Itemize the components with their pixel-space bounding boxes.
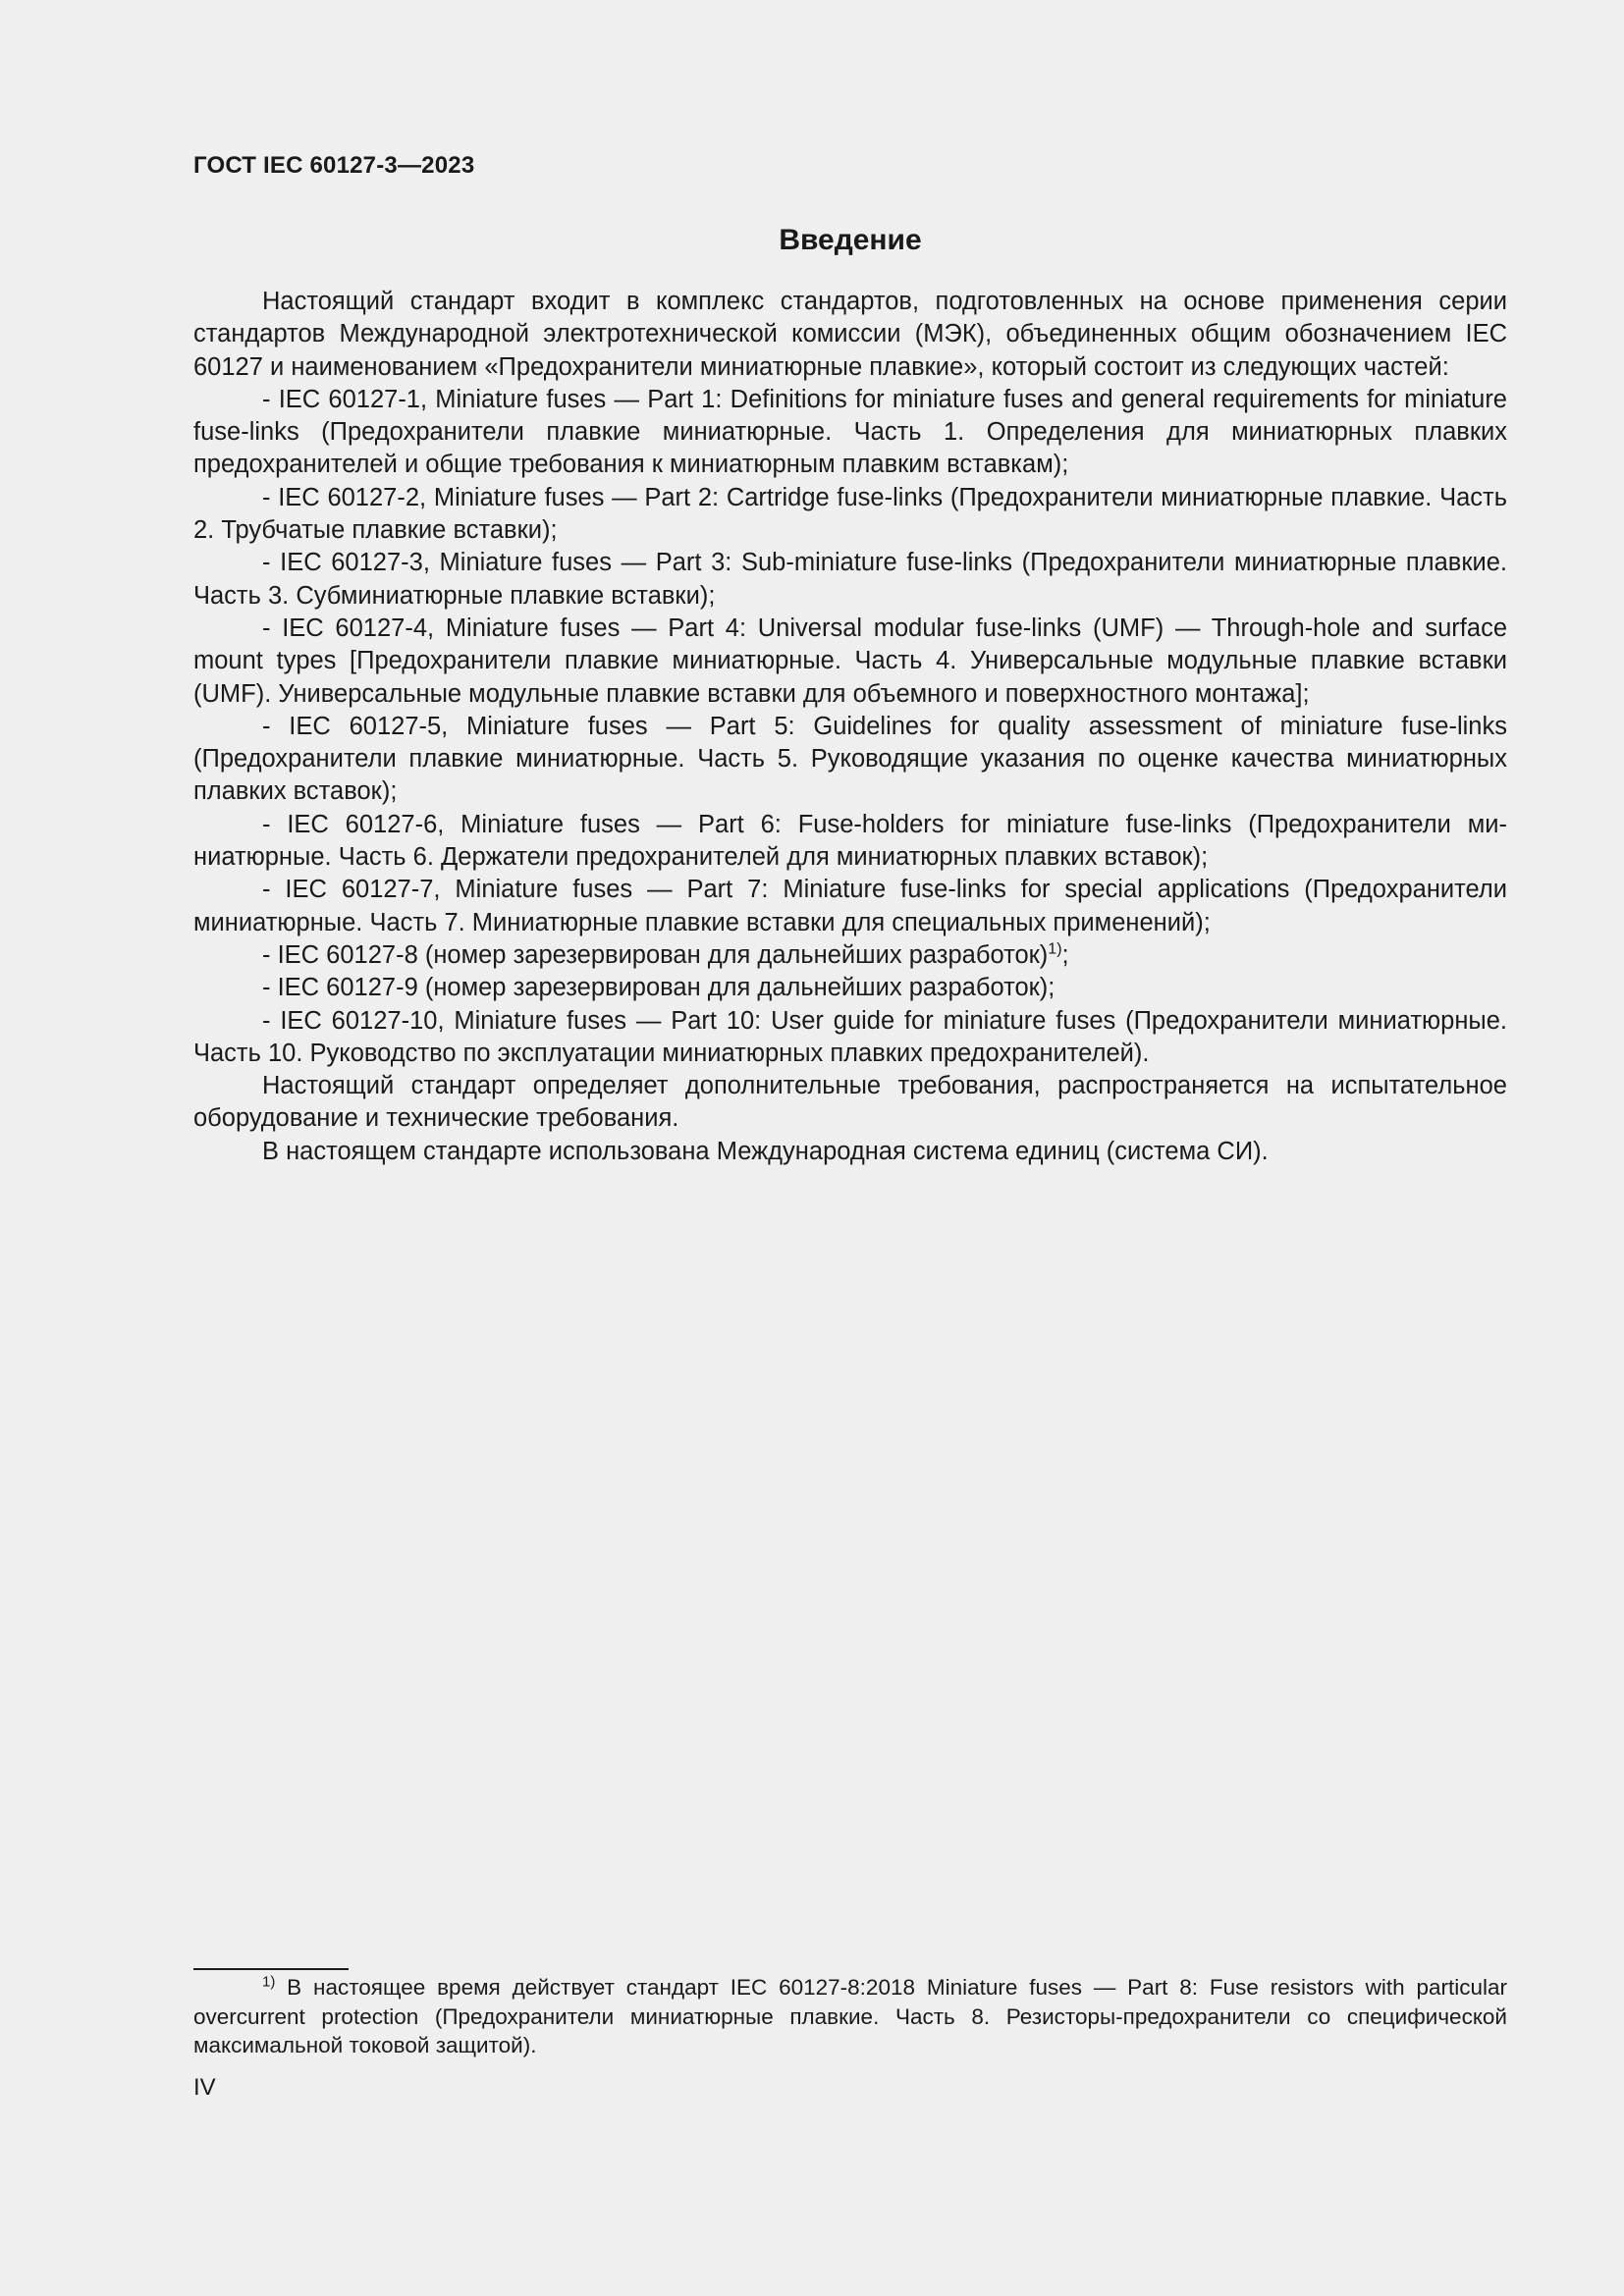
footnote-text: В настоящее время действует стандарт IEC 60127-8:2018 Miniature fuses — Part 8: Fuse resistors with particular overcurrent protection (Предохранители миниатюрные плавкие. Часть 8. Резисторы-предохранители со специфической максимальной токовой защитой). bbox=[193, 1975, 1507, 2057]
introduction-body bbox=[193, 286, 1507, 1168]
footnote-reference: 1) bbox=[1048, 940, 1062, 958]
list-item-part-8 bbox=[193, 939, 1507, 972]
list-item-part-6: - IEC 60127-6, Miniature fuses — Part 6: Fuse-holders for miniature fuse-links (Предохранители миниатюрные. Часть 6. Держатели предохранителей для миниатюрных плавких вставок); bbox=[193, 810, 1507, 872]
footnote-divider bbox=[193, 1968, 349, 1970]
list-item-part-1: - IEC 60127-1, Miniature fuses — Part 1: Definitions for miniature fuses and general requirements for miniature fuse-links (Предохранители плавкие миниатюрные. Часть 1. Определения для миниатюрных плавких предохранителей и общие требования к миниатюрным плавким вставкам); bbox=[193, 385, 1507, 479]
scope-paragraph: Настоящий стандарт определяет дополнительные требования, распространяется на испытательное оборудование и технические требования. bbox=[193, 1072, 1507, 1133]
footnote-marker: 1) bbox=[262, 1973, 276, 1991]
list-item-part-8-tail: ; bbox=[1061, 940, 1069, 969]
list-item-part-3: - IEC 60127-3, Miniature fuses — Part 3: Sub-miniature fuse-links (Предохранители миниатюрные плавкие. Часть 3. Субминиатюрные плавкие вставки); bbox=[193, 549, 1507, 610]
list-item-part-10: - IEC 60127-10, Miniature fuses — Part 10: User guide for miniature fuses (Предохранители миниатюрные. Часть 10. Руководство по эксплуатации миниатюрных плавких предохранителей). bbox=[193, 1006, 1507, 1067]
list-item-part-7: - IEC 60127-7, Miniature fuses — Part 7: Miniature fuse-links for special applications (Предохранители миниатюрные. Часть 7. Миниатюрные плавкие вставки для специальных применений); bbox=[193, 876, 1507, 936]
footnote bbox=[193, 1973, 1507, 2060]
document-code-header: ГОСТ IEC 60127-3—2023 bbox=[193, 152, 475, 179]
list-item-part-5: - IEC 60127-5, Miniature fuses — Part 5: Guidelines for quality assessment of miniature fuse-links (Предохранители плавкие миниатюрные. Часть 5. Руководящие указания по оценке качества миниатюрных плавких вставок); bbox=[193, 712, 1507, 806]
intro-paragraph: Настоящий стандарт входит в комплекс стандартов, подготовленных на основе применения серии стандартов Международной электротехнической комиссии (МЭК), объединенных общим обозначением IEC 60127 и наименованием «Предохранители миниатюрные плавкие», который состоит из следующих частей: bbox=[193, 288, 1507, 381]
page-number: IV bbox=[193, 2074, 216, 2101]
list-item-part-2: - IEC 60127-2, Miniature fuses — Part 2: Cartridge fuse-links (Предохранители миниатюрные плавкие. Часть 2. Трубчатые плавкие вставки); bbox=[193, 483, 1507, 545]
section-title: Введение bbox=[779, 224, 922, 256]
list-item-part-4: - IEC 60127-4, Miniature fuses — Part 4: Universal modular fuse-links (UMF) — Through-hole and surface mount types [Предохранители плавкие миниатюрные. Часть 4. Универсальные модульные плавкие вставки (UMF). Универсальные модульные плавкие вставки для объемного и поверхностного монтажа]; bbox=[193, 614, 1507, 708]
list-item-part-9: - IEC 60127-9 (номер зарезервирован для дальнейших разработок); bbox=[262, 974, 1056, 1002]
list-item-part-8-text: - IEC 60127-8 (номер зарезервирован для дальнейших разработок) bbox=[262, 940, 1049, 969]
units-paragraph: В настоящем стандарте использована Международная система единиц (система СИ). bbox=[262, 1137, 1269, 1165]
